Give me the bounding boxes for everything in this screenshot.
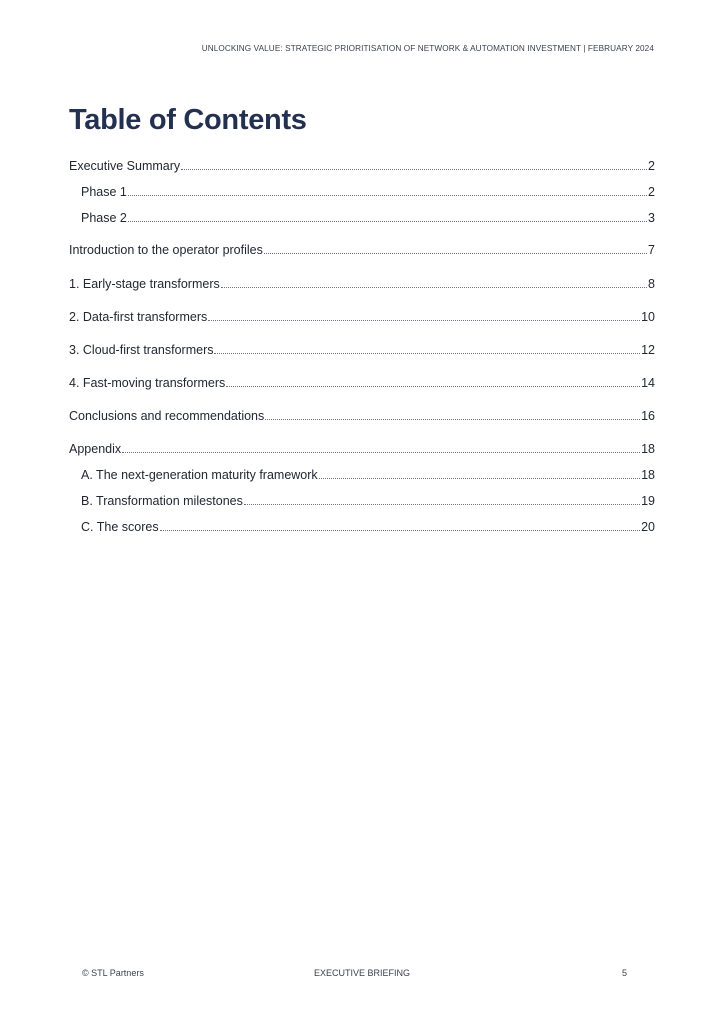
toc-entry-page: 2 (648, 185, 655, 199)
toc-entry-phase-1[interactable] (81, 185, 655, 201)
toc-entry-cloud-first[interactable] (69, 343, 655, 359)
footer-copyright: © STL Partners (82, 968, 144, 978)
toc-entry-label: A. The next-generation maturity framework (81, 468, 318, 482)
running-header: UNLOCKING VALUE: STRATEGIC PRIORITISATION OF NETWORK & AUTOMATION INVESTMENT | FEBRUARY 2024 (201, 44, 654, 53)
toc-entry-label: 4. Fast-moving transformers (69, 376, 226, 390)
toc-entry-appendix-a[interactable] (81, 468, 655, 484)
toc-entry-page: 7 (648, 243, 655, 257)
toc-entry-conclusions[interactable] (69, 409, 655, 425)
toc-entry-appendix-b[interactable] (81, 494, 655, 510)
footer-document-type: EXECUTIVE BRIEFING (314, 968, 411, 978)
toc-entry-data-first[interactable] (69, 310, 655, 326)
dot-leader (226, 386, 640, 387)
dot-leader (265, 419, 640, 420)
toc-entry-label: 2. Data-first transformers (69, 310, 208, 324)
dot-leader (208, 320, 640, 321)
toc-entry-label: Appendix (69, 442, 122, 456)
dot-leader (319, 478, 640, 479)
toc-entry-executive-summary[interactable] (69, 159, 655, 175)
dot-leader (160, 530, 641, 531)
toc-entry-page: 18 (641, 442, 655, 456)
toc-entry-page: 19 (641, 494, 655, 508)
dot-leader (244, 504, 640, 505)
toc-entry-fast-moving[interactable] (69, 376, 655, 392)
dot-leader (128, 221, 647, 222)
toc-entry-label: B. Transformation milestones (81, 494, 243, 508)
toc-entry-introduction[interactable] (69, 243, 655, 259)
toc-entry-phase-2[interactable] (81, 211, 655, 227)
toc-entry-page: 10 (641, 310, 655, 324)
toc-entry-label: Executive Summary (69, 159, 181, 173)
toc-entry-label: C. The scores (81, 520, 159, 534)
dot-leader (214, 353, 640, 354)
toc-entry-page: 18 (641, 468, 655, 482)
toc-entry-label: 1. Early-stage transformers (69, 277, 220, 291)
page-title: Table of Contents (69, 104, 307, 136)
toc-entry-label: Phase 2 (81, 211, 127, 225)
dot-leader (264, 253, 647, 254)
dot-leader (181, 169, 647, 170)
toc-entry-appendix-c[interactable] (81, 520, 655, 536)
toc-entry-page: 20 (641, 520, 655, 534)
toc-entry-label: Phase 1 (81, 185, 127, 199)
toc-entry-early-stage[interactable] (69, 277, 655, 293)
toc-entry-page: 8 (648, 277, 655, 291)
toc-entry-page: 16 (641, 409, 655, 423)
toc-entry-appendix[interactable] (69, 442, 655, 458)
dot-leader (122, 452, 640, 453)
toc-entry-page: 2 (648, 159, 655, 173)
footer-page-number: 5 (622, 968, 628, 978)
dot-leader (128, 195, 647, 196)
dot-leader (221, 287, 647, 288)
toc-entry-label: Introduction to the operator profiles (69, 243, 263, 257)
toc-entry-page: 12 (641, 343, 655, 357)
toc-entry-label: Conclusions and recommendations (69, 409, 265, 423)
toc-entry-page: 14 (641, 376, 655, 390)
toc-entry-page: 3 (648, 211, 655, 225)
toc-entry-label: 3. Cloud-first transformers (69, 343, 214, 357)
